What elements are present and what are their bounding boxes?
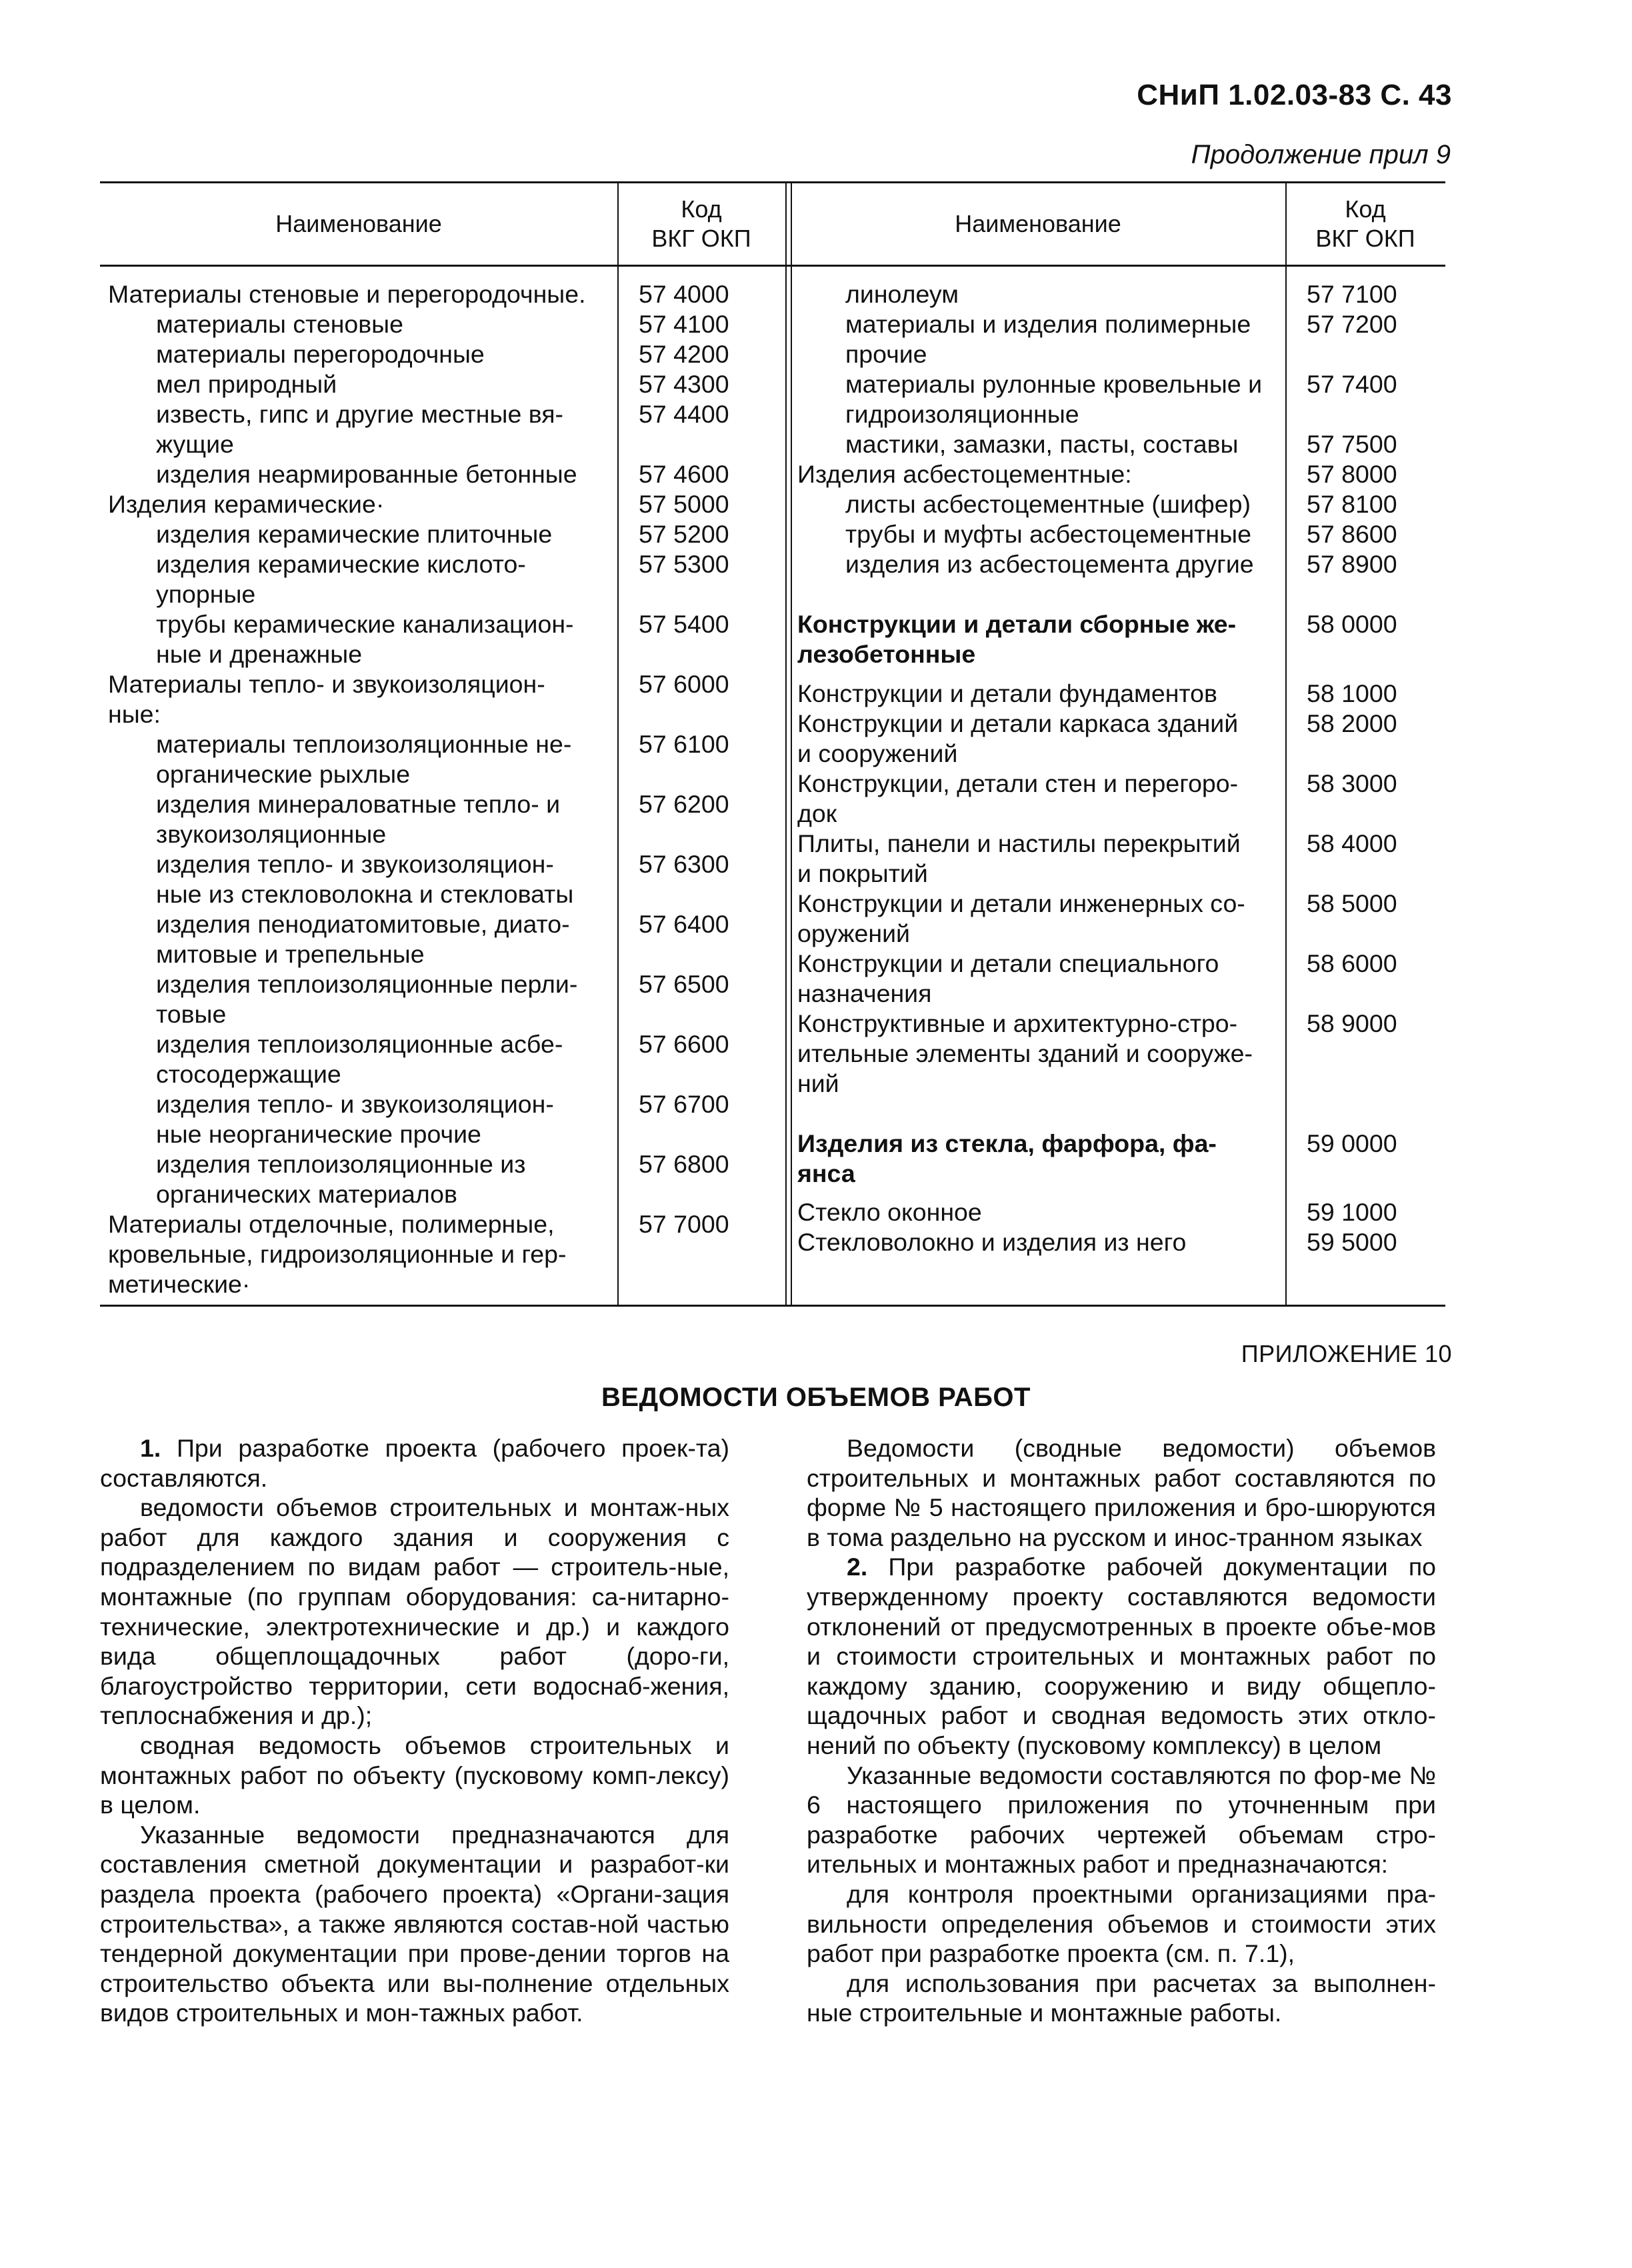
table-cell-name: материалы рулонные кровельные и гидроизоляционные <box>845 370 1263 428</box>
table-cell-code: 57 8100 <box>1307 490 1397 518</box>
table-cell-code: 57 4600 <box>639 460 729 488</box>
paragraph-text: При разработке проекта (рабочего проек-та) составляются. <box>100 1434 729 1492</box>
table-cell-code: 57 4400 <box>639 400 729 428</box>
table-cell-code: 57 7100 <box>1307 280 1397 308</box>
classification-table <box>100 181 1445 1307</box>
table-cell-name: изделия из асбестоцемента другие <box>845 550 1254 578</box>
table-cell-name: Материалы отделочные, полимерные, кровельные, гидроизоляционные и гер- метические· <box>108 1210 567 1298</box>
paragraph-text: для использования при расчетах за выполнен-ные строительные и монтажные работы. <box>807 1969 1436 2027</box>
table-cell-name: Конструкции, детали стен и перегоро- док <box>797 769 1239 827</box>
paragraph <box>100 1433 729 1493</box>
table-header <box>100 183 1445 267</box>
paragraph-text: сводная ведомость объемов строительных и монтажных работ по объекту (пусковому комп-лексу) в целом. <box>100 1731 729 1819</box>
table-cell-name: трубы и муфты асбестоцементные <box>845 520 1251 548</box>
table-cell-code: 57 8000 <box>1307 460 1397 488</box>
paragraph <box>807 1879 1436 1969</box>
table-cell-name: Плиты, панели и настилы перекрытий и покрытий <box>797 829 1241 887</box>
table-cell-name: изделия теплоизоляционные перли- товые <box>156 970 578 1028</box>
table-cell-code: 57 8600 <box>1307 520 1397 548</box>
table-cell-code: 58 3000 <box>1307 769 1397 797</box>
header-code-left: Код ВКГ ОКП <box>651 195 751 252</box>
table-cell-name: Материалы стеновые и перегородочные. <box>108 280 586 308</box>
table-cell-code: 57 6200 <box>639 790 729 818</box>
header-name-right: Наименование <box>955 210 1121 237</box>
table-cell-code: 57 4000 <box>639 280 729 308</box>
table-cell-name: Изделия асбестоцементные: <box>797 460 1132 488</box>
paragraph <box>100 1493 729 1731</box>
paragraph <box>807 1433 1436 1552</box>
table-cell-name: мел природный <box>156 370 337 398</box>
table-cell-code: 57 6100 <box>639 730 729 758</box>
table-cell-code: 57 7500 <box>1307 430 1397 458</box>
table-cell-code: 57 5400 <box>639 610 729 638</box>
table-cell-name: мастики, замазки, пасты, составы <box>845 430 1239 458</box>
table-cell-name: Конструкции и детали сборные же- лезобетонные <box>797 610 1237 668</box>
table-cell-name: изделия керамические плиточные <box>156 520 553 548</box>
table-cell-code: 57 6400 <box>639 910 729 938</box>
table-cell-code: 57 6600 <box>639 1030 729 1058</box>
appendix-label: ПРИЛОЖЕНИЕ 10 <box>1241 1340 1452 1367</box>
page-header: СНиП 1.02.03-83 С. 43 <box>1137 79 1452 111</box>
text-column-left <box>100 1433 729 2028</box>
table-cell-code: 58 5000 <box>1307 889 1397 917</box>
paragraph-text: Указанные ведомости предназначаются для составления сметной документации и разработ-ки раздела проекта (рабочего проекта) «Органи-зация строительства», а также являются состав-ной частью тендерной документации при прове-дении торгов на строительство объекта или вы-полнение отдельных видов строительных и мон-тажных работ. <box>100 1820 729 2027</box>
table-cell-name: изделия пенодиатомитовые, диато- митовые и трепельные <box>156 910 570 968</box>
table-cell-name: материалы перегородочные <box>156 340 485 368</box>
item-number: 2. <box>847 1553 868 1581</box>
table-cell-name: изделия тепло- и звукоизоляцион- ные из стекловолокна и стекловаты <box>156 850 574 908</box>
table-cell-code: 58 1000 <box>1307 679 1397 707</box>
table-cell-code: 57 5300 <box>639 550 729 578</box>
continuation-note: Продолжение прил 9 <box>1191 140 1451 169</box>
table-cell-name: изделия минераловатные тепло- и звукоизоляционные <box>156 790 561 848</box>
paragraph <box>100 1820 729 2028</box>
table-body <box>100 266 1445 1305</box>
table-cell-code: 59 5000 <box>1307 1228 1397 1256</box>
paragraph <box>807 1761 1436 1879</box>
table-cell-name: линолеум <box>845 280 959 308</box>
table-cell-code: 59 1000 <box>1307 1198 1397 1226</box>
table-cell-code: 58 9000 <box>1307 1009 1397 1037</box>
table-cell-name: изделия тепло- и звукоизоляцион- ные неорганические прочие <box>156 1090 554 1148</box>
paragraph-text: Ведомости (сводные ведомости) объемов строительных и монтажных работ составляются по форме № 5 настоящего приложения и бро-шюруются в тома раздельно на русском и инос-транном языках <box>807 1434 1436 1551</box>
table-cell-name: изделия теплоизоляционные из органических материалов <box>156 1150 526 1208</box>
table-cell-code: 57 5000 <box>639 490 729 518</box>
header-name-left: Наименование <box>275 210 442 237</box>
section-title: ВЕДОМОСТИ ОБЪЕМОВ РАБОТ <box>601 1383 1031 1412</box>
table-cell-name: Стекло оконное <box>797 1198 982 1226</box>
table-cell-name: листы асбестоцементные (шифер) <box>845 490 1251 518</box>
paragraph-text: При разработке рабочей документации по утвержденному проекту составляются ведомости отклонений от предусмотренных в проекте объе-мов и стоимости строительных и монтажных работ по каждому зданию, сооружению и виду общепло-щадочных работ и сводная ведомость этих откло-нений по объекту (пусковому комплексу) в целом <box>807 1553 1436 1759</box>
table-cell-name: Конструкции и детали специального назначения <box>797 949 1219 1007</box>
paragraph-text: Указанные ведомости составляются по фор-ме № 6 настоящего приложения по уточненным при разработке рабочих чертежей объемам стро-ительных и монтажных работ и предназначаются: <box>807 1761 1436 1879</box>
table-cell-name: Конструкции и детали каркаса зданий и сооружений <box>797 709 1239 767</box>
text-column-right <box>807 1433 1436 2028</box>
item-number: 1. <box>140 1434 161 1462</box>
table-cell-code: 57 7000 <box>639 1210 729 1238</box>
table-cell-code: 57 4100 <box>639 310 729 338</box>
table-cell-code: 58 2000 <box>1307 709 1397 737</box>
table-cell-code: 57 6800 <box>639 1150 729 1178</box>
table-cell-name: изделия керамические кислото- упорные <box>156 550 526 608</box>
table-cell-name: материалы и изделия полимерные прочие <box>845 310 1251 368</box>
table-cell-name: Стекловолокно и изделия из него <box>797 1228 1187 1256</box>
table-cell-code: 58 6000 <box>1307 949 1397 977</box>
table-cell-name: материалы стеновые <box>156 310 403 338</box>
table-cell-code: 57 6300 <box>639 850 729 878</box>
table-cell-name: изделия теплоизоляционные асбе- стосодержащие <box>156 1030 563 1088</box>
table-cell-name: Конструкции и детали фундаментов <box>797 679 1217 707</box>
table-cell-name: известь, гипс и другие местные вя- жущие <box>156 400 564 458</box>
table-cell-code: 57 4300 <box>639 370 729 398</box>
table-cell-code: 57 5200 <box>639 520 729 548</box>
header-code-right: Код ВКГ ОКП <box>1315 195 1415 252</box>
table-cell-code: 57 6000 <box>639 670 729 698</box>
table-cell-name: Изделия керамические· <box>108 490 385 518</box>
table-cell-code: 57 7400 <box>1307 370 1397 398</box>
table-cell-name: Материалы тепло- и звукоизоляцион- ные: <box>108 670 545 728</box>
paragraph <box>100 1731 729 1820</box>
table-cell-code: 57 4200 <box>639 340 729 368</box>
paragraph-text: ведомости объемов строительных и монтаж-ных работ для каждого здания и сооружения с подразделением по видам работ — строитель-ные, монтажные (по группам оборудования: са-нитарно-технические, электротехнические и др.) и каждого вида общеплощадочных работ (доро-ги, благоустройство территории, сети водоснаб-жения, теплоснабжения и др.); <box>100 1493 729 1730</box>
table-cell-code: 59 0000 <box>1307 1129 1397 1157</box>
table-cell-code: 58 0000 <box>1307 610 1397 638</box>
paragraph <box>807 1552 1436 1760</box>
table-cell-name: Конструктивные и архитектурно-стро- ительные элементы зданий и сооруже- ний <box>797 1009 1253 1097</box>
table-cell-name: материалы теплоизоляционные не- органические рыхлые <box>156 730 572 788</box>
table-cell-name: Изделия из стекла, фарфора, фа- янса <box>797 1129 1217 1187</box>
table-cell-code: 57 7200 <box>1307 310 1397 338</box>
table-cell-name: Конструкции и детали инженерных со- оружений <box>797 889 1245 947</box>
table-cell-code: 57 8900 <box>1307 550 1397 578</box>
paragraph <box>807 1969 1436 2028</box>
paragraph-text: для контроля проектными организациями пра-вильности определения объемов и стоимости этих работ при разработке проекта (см. п. 7.1), <box>807 1879 1436 1968</box>
table-cell-code: 58 4000 <box>1307 829 1397 857</box>
table-cell-name: трубы керамические канализацион- ные и дренажные <box>156 610 574 668</box>
table-cell-code: 57 6500 <box>639 970 729 998</box>
table-cell-name: изделия неармированные бетонные <box>156 460 577 488</box>
table-cell-code: 57 6700 <box>639 1090 729 1118</box>
